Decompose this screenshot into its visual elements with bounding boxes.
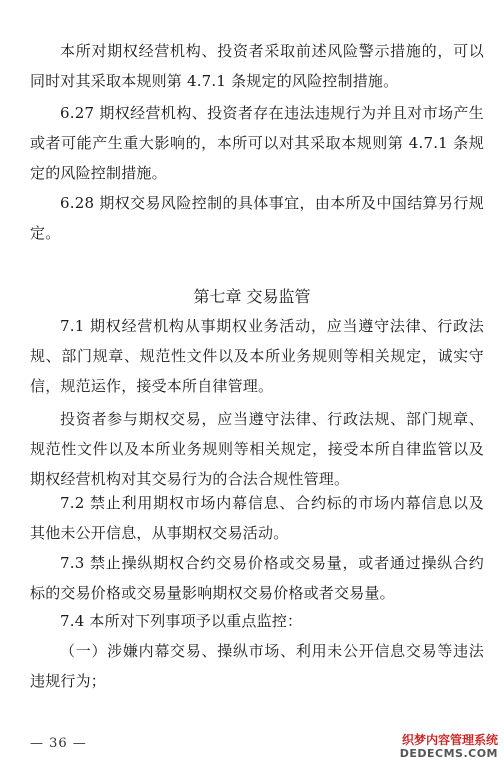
paragraph-7-4: 7.4 本所对下列事项予以重点监控： (60, 612, 303, 630)
paragraph-6-27: 6.27 期权经营机构、投资者存在违法违规行为并且对市场产生或者可能产生重大影响的，本所可以对其采取本规则第 4.7.1 条规定的风险控制措施。 (30, 104, 484, 182)
paragraph-investor-obligations: 投资者参与期权交易，应当遵守法律、行政法规、部门规章、规范性文件以及本所业务规则等相关规定，接受本所自律监管以及期权经营机构对其交易行为的合法合规性管理。 (30, 410, 484, 488)
watermark-title: 织梦内容管理系统 (401, 733, 498, 747)
watermark-url: DEDECMS.COM (399, 747, 498, 760)
page-number: — 36 — (30, 736, 87, 751)
chapter-title: 第七章 交易监管 (193, 287, 311, 306)
watermark-logo (378, 733, 498, 761)
paragraph-7-2: 7.2 禁止利用期权市场内幕信息、合约标的市场内幕信息以及其他未公开信息，从事期权交易活动。 (30, 494, 484, 542)
paragraph-6-28: 6.28 期权交易风险控制的具体事宜，由本所及中国结算另行规定。 (30, 194, 484, 242)
paragraph-item-1: （一）涉嫌内幕交易、操纵市场、利用未公开信息交易等违法违规行为； (30, 642, 484, 690)
paragraph-7-1: 7.1 期权经营机构从事期权业务活动，应当遵守法律、行政法规、部门规章、规范性文件以及本所业务规则等相关规定，诚实守信，规范运作，接受本所自律管理。 (30, 317, 484, 395)
paragraph-7-3: 7.3 禁止操纵期权合约交易价格或交易量，或者通过操纵合约标的交易价格或交易量影响期权交易价格或者交易量。 (30, 554, 484, 602)
paragraph-risk-warning-followup: 本所对期权经营机构、投资者采取前述风险警示措施的，可以同时对其采取本规则第 4.7.1 条规定的风险控制措施。 (30, 42, 484, 90)
